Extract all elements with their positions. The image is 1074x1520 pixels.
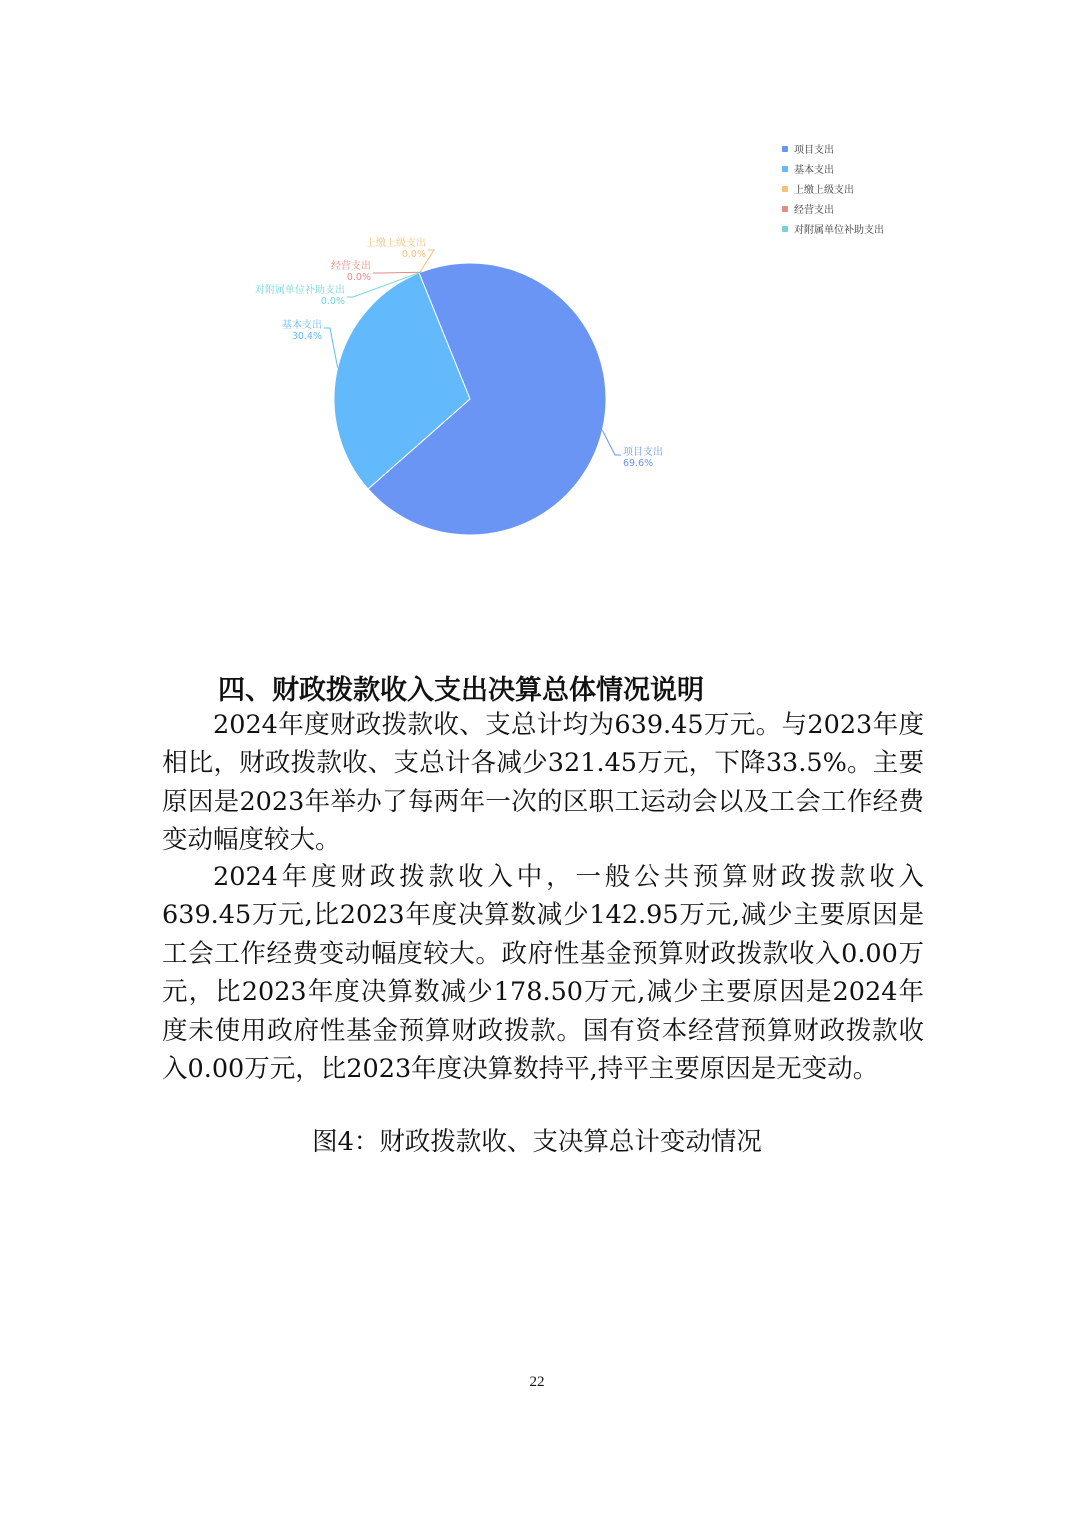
slice-label-4: 对附属单位补助支出: [255, 285, 345, 296]
legend-swatch-3: [782, 206, 788, 212]
slice-value-1: 30.4%: [291, 331, 322, 342]
legend-label-3: 经营支出: [794, 205, 834, 216]
paragraph-income-detail: 2024年度财政拨款收入中，一般公共预算财政拨款收入639.45万元,比2023年度决算数减少142.95万元,减少主要原因是工会工作经费变动幅度较大。政府性基金预算财政拨款收入0.00万元，比2023年度决算数减少178.50万元,减少主要原因是2024年度未使用政府性基金预算财政拨款。国有资本经营预算财政拨款收入0.00万元，比2023年度决算数持平,持平主要原因是无变动。: [162, 862, 924, 1085]
slice-label-3: 经营支出: [331, 261, 371, 272]
legend-swatch-4: [782, 226, 788, 232]
slice-label-1: 基本支出: [282, 320, 322, 331]
legend-swatch-2: [782, 186, 788, 192]
slice-value-4: 0.0%: [320, 296, 345, 307]
legend-label-2: 上缴上级支出: [794, 185, 854, 196]
pie-chart: [0, 0, 1074, 640]
legend-label-4: 对附属单位补助支出: [794, 225, 884, 236]
slice-value-2: 0.0%: [401, 249, 426, 260]
legend-swatch-0: [782, 146, 788, 152]
slice-label-0: 项目支出: [623, 447, 663, 458]
page-number: 22: [529, 1374, 545, 1390]
figure-caption: 图4：财政拨款收、支决算总计变动情况: [312, 1127, 762, 1157]
slice-value-3: 0.0%: [346, 272, 371, 283]
leader-line-0: [602, 430, 621, 455]
paragraph-summary: 2024年度财政拨款收、支总计均为639.45万元。与2023年度相比，财政拨款收、支总计各减少321.45万元，下降33.5%。主要原因是2023年举办了每两年一次的区职工运动会以及工会工作经费变动幅度较大。: [162, 710, 924, 856]
leader-line-1: [324, 328, 338, 368]
section-heading: 四、财政拨款收入支出决算总体情况说明: [218, 675, 704, 706]
legend-swatch-1: [782, 166, 788, 172]
legend-label-0: 项目支出: [794, 145, 834, 156]
legend-label-1: 基本支出: [794, 165, 834, 176]
slice-label-2: 上缴上级支出: [366, 238, 426, 249]
slice-value-0: 69.6%: [623, 458, 654, 469]
leader-line-3: [373, 272, 421, 273]
